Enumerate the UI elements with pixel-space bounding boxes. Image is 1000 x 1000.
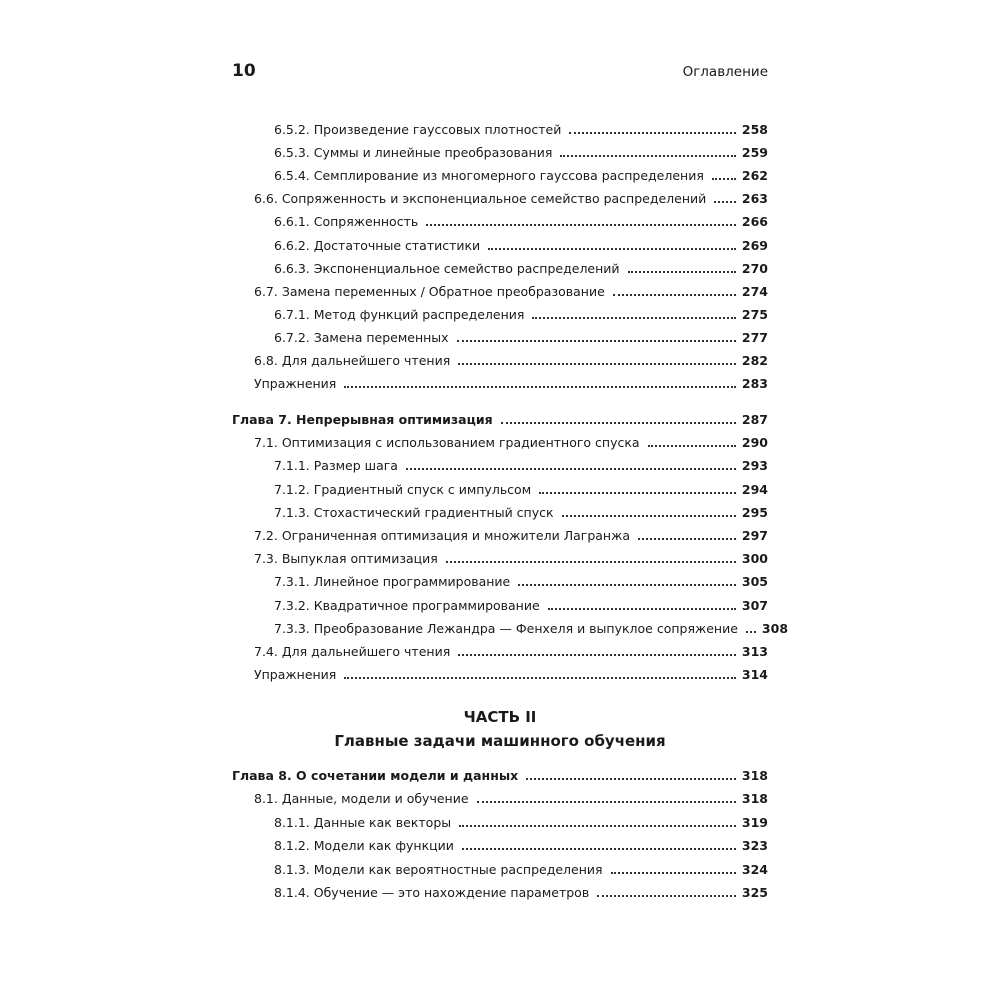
toc-entry-page: 283 bbox=[741, 376, 768, 392]
toc-entry-title: 8.1. Данные, модели и обучение bbox=[254, 791, 469, 807]
dot-leader bbox=[457, 340, 736, 342]
toc-entry-title: 6.5.3. Суммы и линейные преобразования bbox=[274, 145, 553, 161]
toc-entry-page: 323 bbox=[741, 838, 768, 854]
toc-entry-page: 259 bbox=[741, 145, 768, 161]
toc-entry bbox=[232, 326, 768, 346]
dot-leader bbox=[628, 271, 736, 273]
dot-leader bbox=[458, 654, 736, 656]
toc-entry-title: 7.1.1. Размер шага bbox=[274, 458, 398, 474]
dot-leader bbox=[638, 538, 736, 540]
dot-leader bbox=[648, 445, 736, 447]
toc-entry-title: 7.3.3. Преобразование Лежандра — Фенхеля и выпуклое сопряжение bbox=[274, 620, 738, 636]
toc-entry-title: 6.6.3. Экспоненциальное семейство распределений bbox=[274, 260, 620, 276]
toc-entry-page: 287 bbox=[741, 412, 768, 427]
toc-entry-page: 269 bbox=[741, 237, 768, 253]
toc-entry bbox=[232, 187, 768, 207]
dot-leader bbox=[518, 584, 736, 586]
toc-entry-title: 7.1.2. Градиентный спуск с импульсом bbox=[274, 481, 532, 497]
toc-entry bbox=[232, 811, 768, 831]
toc-entry-title: 7.4. Для дальнейшего чтения bbox=[254, 644, 451, 659]
dot-leader bbox=[458, 363, 736, 365]
dot-leader bbox=[569, 132, 736, 134]
toc-entry bbox=[232, 257, 768, 277]
dot-leader bbox=[462, 848, 736, 850]
toc-entry bbox=[232, 372, 768, 392]
toc-entry-page: 313 bbox=[741, 644, 768, 659]
toc-entry bbox=[232, 141, 768, 161]
toc-entry-title: 6.6. Сопряженность и экспоненциальное семейство распределений bbox=[254, 191, 707, 207]
dot-leader bbox=[560, 155, 736, 157]
toc-entry-page: 270 bbox=[741, 260, 768, 276]
toc-entry-title: 6.5.4. Семплирование из многомерного гауссова распределения bbox=[274, 168, 704, 184]
toc-entry-page: 319 bbox=[741, 814, 768, 830]
dot-leader bbox=[406, 468, 736, 470]
toc-entry-title: 7.3.2. Квадратичное программирование bbox=[274, 597, 540, 613]
toc-entry bbox=[232, 858, 768, 878]
toc-entry-title: 6.7. Замена переменных / Обратное преобразование bbox=[254, 283, 605, 299]
dot-leader bbox=[597, 895, 736, 897]
toc-entry-page: 266 bbox=[741, 214, 768, 230]
toc-entry-page: 274 bbox=[741, 283, 768, 299]
dot-leader bbox=[477, 801, 736, 803]
toc-entry bbox=[232, 501, 768, 521]
toc-entry-title: 7.2. Ограниченная оптимизация и множители Лагранжа bbox=[254, 528, 631, 543]
toc-entry bbox=[232, 118, 768, 138]
toc-entry-page: 258 bbox=[741, 122, 768, 137]
dot-leader bbox=[526, 778, 736, 780]
toc-entry-title: 6.6.1. Сопряженность bbox=[274, 214, 419, 230]
toc-entry-title: 8.1.2. Модели как функции bbox=[274, 838, 454, 854]
toc-entry-title: 6.8. Для дальнейшего чтения bbox=[254, 353, 451, 368]
toc-entry-title: 8.1.4. Обучение — это нахождение параметров bbox=[274, 885, 590, 900]
toc-entry-title: 7.1.3. Стохастический градиентный спуск bbox=[274, 504, 554, 520]
toc-entry-page: 308 bbox=[761, 620, 789, 636]
toc-entry-page: 324 bbox=[741, 861, 768, 877]
dot-leader bbox=[532, 317, 736, 319]
toc-entry-page: 318 bbox=[741, 791, 768, 807]
toc-entry-page: 294 bbox=[741, 481, 768, 497]
dot-leader bbox=[446, 561, 736, 563]
dot-leader bbox=[426, 224, 736, 226]
toc-entry-page: 325 bbox=[741, 885, 768, 900]
toc-entry bbox=[232, 234, 768, 254]
dot-leader bbox=[488, 248, 736, 250]
dot-leader bbox=[501, 422, 736, 424]
toc-entry-page: 307 bbox=[741, 597, 768, 613]
toc-entry-page: 275 bbox=[741, 306, 768, 322]
toc-entry-page: 293 bbox=[741, 458, 768, 474]
toc-entry-title: 8.1.1. Данные как векторы bbox=[274, 814, 452, 830]
toc-entry bbox=[232, 478, 768, 498]
toc-entry bbox=[232, 524, 768, 544]
page-number: 10 bbox=[232, 61, 256, 81]
toc-entry bbox=[232, 164, 768, 184]
toc-entry bbox=[232, 617, 789, 637]
toc-entry bbox=[232, 280, 768, 300]
toc-entry bbox=[232, 663, 768, 683]
toc-entry bbox=[232, 570, 768, 590]
toc-entry bbox=[232, 881, 768, 901]
dot-leader bbox=[539, 492, 736, 494]
toc-entry-title: 6.7.1. Метод функций распределения bbox=[274, 306, 525, 322]
toc-entry-title: Упражнения bbox=[254, 376, 337, 392]
running-title: Оглавление bbox=[682, 64, 768, 80]
toc-entry-page: 318 bbox=[741, 768, 768, 783]
toc-entry-title: 8.1.3. Модели как вероятностные распределения bbox=[274, 861, 603, 877]
dot-leader bbox=[712, 178, 736, 180]
part-title: Главные задачи машинного обучения bbox=[334, 732, 666, 750]
toc-entry-title: 7.1. Оптимизация с использованием градиентного спуска bbox=[254, 435, 640, 451]
dot-leader bbox=[611, 872, 736, 874]
toc-entry-title: 6.6.2. Достаточные статистики bbox=[274, 237, 481, 253]
toc-entry bbox=[232, 210, 768, 230]
dot-leader bbox=[746, 631, 756, 633]
toc-chapter-entry bbox=[232, 408, 768, 428]
dot-leader bbox=[562, 515, 736, 517]
toc-entry-page: 282 bbox=[741, 353, 768, 368]
toc-entry-page: 263 bbox=[741, 191, 768, 207]
dot-leader bbox=[459, 825, 736, 827]
page-header bbox=[232, 58, 768, 88]
toc-entry bbox=[232, 303, 768, 323]
toc-entry-title: Упражнения bbox=[254, 667, 337, 683]
toc-entry-title: 7.3.1. Линейное программирование bbox=[274, 574, 511, 590]
toc-entry bbox=[232, 547, 768, 567]
toc-entry-title: 7.3. Выпуклая оптимизация bbox=[254, 551, 438, 567]
toc-entry-page: 290 bbox=[741, 435, 768, 451]
dot-leader bbox=[613, 294, 736, 296]
toc-entry-page: 314 bbox=[741, 667, 768, 683]
dot-leader bbox=[344, 386, 736, 388]
toc-entry-page: 297 bbox=[741, 528, 768, 543]
toc-entry-title: 6.7.2. Замена переменных bbox=[274, 329, 449, 345]
dot-leader bbox=[344, 677, 736, 679]
toc-entry bbox=[232, 431, 768, 451]
toc-entry bbox=[232, 349, 768, 369]
toc-entry-title: 6.5.2. Произведение гауссовых плотностей bbox=[274, 122, 562, 137]
toc-entry-title: Глава 7. Непрерывная оптимизация bbox=[232, 412, 493, 427]
toc-entry-page: 305 bbox=[741, 574, 768, 590]
toc-entry-page: 295 bbox=[741, 504, 768, 520]
toc-entry-page: 262 bbox=[741, 168, 768, 184]
part-label: ЧАСТЬ II bbox=[463, 708, 537, 726]
dot-leader bbox=[548, 608, 736, 610]
toc-entry bbox=[232, 834, 768, 854]
toc-entry-page: 300 bbox=[741, 551, 768, 567]
toc-entry-title: Глава 8. О сочетании модели и данных bbox=[232, 768, 519, 783]
toc-entry-page: 277 bbox=[741, 329, 768, 345]
dot-leader bbox=[714, 201, 736, 203]
toc-chapter-entry bbox=[232, 764, 768, 784]
toc-entry bbox=[232, 640, 768, 660]
toc-entry bbox=[232, 787, 768, 807]
toc-entry bbox=[232, 594, 768, 614]
toc-entry bbox=[232, 454, 768, 474]
